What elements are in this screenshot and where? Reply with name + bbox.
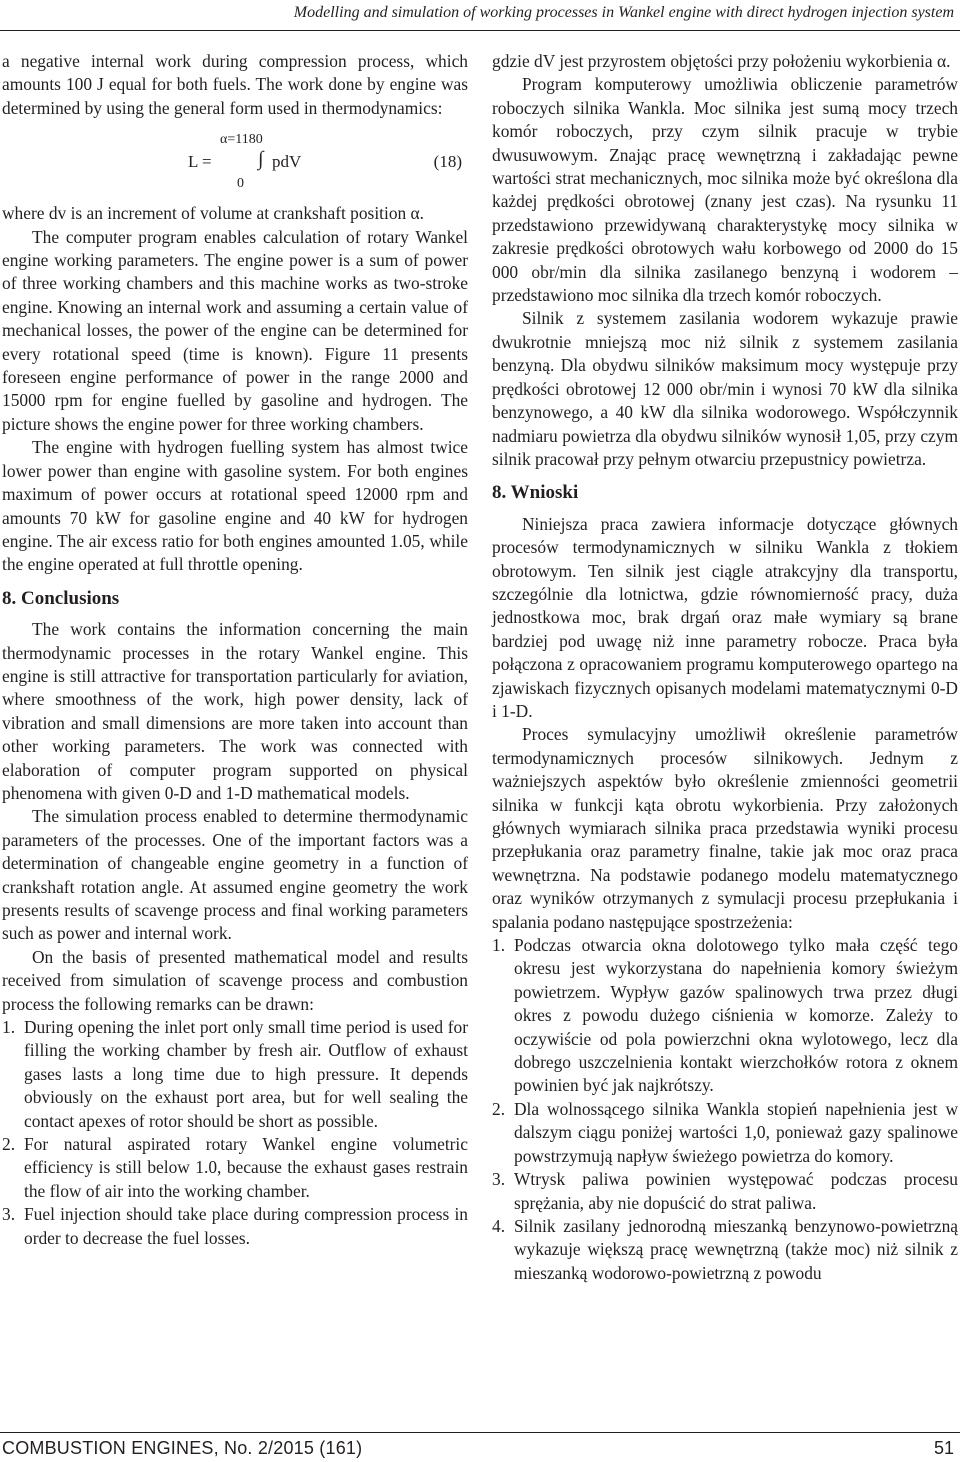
list-item xyxy=(2,1016,468,1133)
integral-sign: ∫ xyxy=(258,148,264,171)
paragraph: The engine with hydrogen fuelling system has almost twice lower power than engine with gasoline system. For both engines maximum of power occurs at rotational speed 12000 rpm and amounts 70 kW for gasoline engine and 40 kW for hydrogen engine. The air excess ratio for both engines amounted 1.05, while the engine operated at full throttle opening. xyxy=(2,437,468,575)
paragraph: Proces symulacyjny umożliwił określenie parametrów termodynamicznych procesów silnikowych. Jednym z ważniejszych aspektów było określenie zmienności geometrii silnika w funkcji kąta obrotu wykorbienia. Przy założonych głównych wymiarach silnika praca przedstawia wyniki procesu przepłukania oraz parametry finalne, takie jak moc oraz praca wewnętrzna. Na podstawie podanego modelu matematycznego oraz wyników otrzymanych z symulacji procesu przepłukania i spalania podano następujące spostrzeżenia: xyxy=(492,724,958,932)
paragraph: gdzie dV jest przyrostem objętości przy położeniu wykorbienia α. xyxy=(492,51,951,71)
list-item xyxy=(2,1203,468,1250)
paragraph: Program komputerowy umożliwia obliczenie parametrów roboczych silnika Wankla. Moc silnika jest sumą mocy trzech komór roboczych, przy czym silnik pracuje w trybie dwusuwowym. Znając pracę wewnętrzną i zakładając pewne wartości strat mechanicznych, moc silnika może być określona dla każdej prędkości obrotowej (znany jest czas). Na rysunku 11 przedstawiono przewidywaną charakterystykę mocy silnika w zakresie prędkości obrotowych wału korbowego od 2000 do 15 000 obr/min dla silnika zasilanego benzyną i wodorem – przedstawiono moc silnika dla trzech komór roboczych. xyxy=(492,74,958,306)
journal-footer: COMBUSTION ENGINES, No. 2/2015 (161) xyxy=(2,1438,363,1458)
integral-upper-limit: α=1180 xyxy=(220,132,263,148)
list-text: Dla wolnossącego silnika Wankla stopień napełnienia jest w dalszym ciągu poniżej wartości 1,0, ponieważ gazy spalinowe powstrzymują napływ świeżego powietrza do komory. xyxy=(514,1098,958,1166)
equation-18 xyxy=(2,126,468,198)
paragraph: The work contains the information concerning the main thermodynamic processes in the rotary Wankel engine. This engine is still attractive for transportation particularly for aviation, where smoothness of the work, high power density, lack of vibration and small dimensions are more taken into account than other working parameters. The work was connected with elaboration of computer program supported on physical phenomena with given 0-D and 1-D mathematical models. xyxy=(2,619,468,803)
paragraph: Silnik z systemem zasilania wodorem wykazuje prawie dwukrotnie mniejszą moc niż silnik z systemem zasilania benzyną. Dla obydwu silników maksimum mocy występuje przy prędkości obrotowej 12 000 obr/min i wynosi 70 kW dla silnika benzynowego, a 40 kW dla silnika wodorowego. Współczynnik nadmiaru powietrza dla obydwu silników wynosił 1,05, przy czym silnik pracował przy pełnym otwarciu przepustnicy powietrza. xyxy=(492,308,958,469)
list-number: 2. xyxy=(492,1098,506,1119)
list-item xyxy=(492,934,958,1098)
paragraph: where dv is an increment of volume at crankshaft position α. xyxy=(2,203,425,224)
running-header: Modelling and simulation of working processes in Wankel engine with direct hydrogen injection system xyxy=(293,4,954,21)
header-rule xyxy=(0,30,960,31)
list-number: 1. xyxy=(2,1017,16,1038)
list-text: During opening the inlet port only small time period is used for filling the working chamber by fresh air. Outflow of exhaust gases lasts a long time due to high pressure. It depends obviously on the exhaust port area, but for well sealing the contact apexes of rotor should be short as possible. xyxy=(24,1017,468,1131)
list-item xyxy=(492,1215,958,1285)
list-item xyxy=(2,1133,468,1203)
list-number: 3. xyxy=(2,1204,16,1225)
remarks-list xyxy=(492,934,958,1285)
section-heading: 8. Wnioski xyxy=(492,482,579,504)
paragraph: The computer program enables calculation of rotary Wankel engine working parameters. The engine power is a sum of power of three working chambers and this machine works as two-stroke engine. Knowing an internal work and assuming a certain value of mechanical losses, the power of the engine can be determined for every rotational speed (time is known). Figure 11 presents foreseen engine performance of power in the range 2000 and 15000 rpm for engine fuelled by gasoline and hydrogen. The picture shows the engine power for three working chambers. xyxy=(2,226,468,434)
list-item xyxy=(492,1168,958,1215)
paragraph: The simulation process enabled to determine thermodynamic parameters of the processes. One of the important factors was a determination of changeable engine geometry in a function of crankshaft rotation angle. At assumed engine geometry the work presents results of scavenge process and final working parameters such as power and internal work. xyxy=(2,806,468,944)
paragraph: Niniejsza praca zawiera informacje dotyczące głównych procesów termodynamicznych w silniku Wankla z tłokiem obrotowym. Ten silnik jest ciągle atrakcyjny dla transportu, szczególnie dla lotnictwa, gdzie równomierność pracy, duża jednostkowa moc, brak drgań oraz małe wymiary są brane bardziej pod uwagę niż inne parametry robocze. Praca była połączona z opracowaniem programu komputerowego opartego na zjawiskach fizycznych opisanych modelami matematycznymi 0-D i 1-D. xyxy=(492,513,958,721)
english-column xyxy=(2,50,468,1250)
integral-lower-limit: 0 xyxy=(237,176,244,192)
equation-lhs: L = xyxy=(188,152,212,172)
list-item xyxy=(492,1098,958,1168)
section-heading: 8. Conclusions xyxy=(2,587,120,609)
page-number: 51 xyxy=(933,1438,954,1458)
paragraph: On the basis of presented mathematical model and results received from simulation of scavenge process and combustion process the following remarks can be drawn: xyxy=(2,946,468,1014)
list-number: 4. xyxy=(492,1215,506,1236)
polish-column xyxy=(492,50,958,1285)
list-number: 1. xyxy=(492,935,506,956)
footer-rule xyxy=(0,1432,960,1433)
list-text: Wtrysk paliwa powinien występować podczas procesu sprężania, aby nie dopuścić do strat paliwa. xyxy=(514,1169,958,1213)
list-number: 3. xyxy=(492,1169,506,1190)
paragraph: a negative internal work during compression process, which amounts 100 J equal for both fuels. The work done by engine was determined by using the general form used in thermodynamics: xyxy=(2,51,468,118)
equation-number: (18) xyxy=(433,152,462,172)
list-text: Silnik zasilany jednorodną mieszanką benzynowo-powietrzną wykazuje większą pracę wewnętrzną (także moc) niż silnik z mieszanką wodorowo-powietrzną z powodu xyxy=(514,1215,958,1283)
list-number: 2. xyxy=(2,1134,16,1155)
list-text: For natural aspirated rotary Wankel engine volumetric efficiency is still below 1.0, because the exhaust gases restrain the flow of air into the working chamber. xyxy=(24,1134,468,1201)
remarks-list xyxy=(2,1016,468,1250)
integrand: pdV xyxy=(272,152,302,172)
list-text: Podczas otwarcia okna dolotowego tylko mała część tego okresu jest wykorzystana do napełnienia komory świeżym powietrzem. Wypływ gazów spalinowych trwa przez długi okres z powodu dużego ciśnienia w komorze. Zależy to oczywiście od pola powierzchni okna wylotowego, lecz dla dobrego uszczelnienia kontakt wierzchołków rotora z oknem powinien być jak najkrótszy. xyxy=(514,935,958,1096)
list-text: Fuel injection should take place during compression process in order to decrease the fuel losses. xyxy=(24,1204,468,1248)
